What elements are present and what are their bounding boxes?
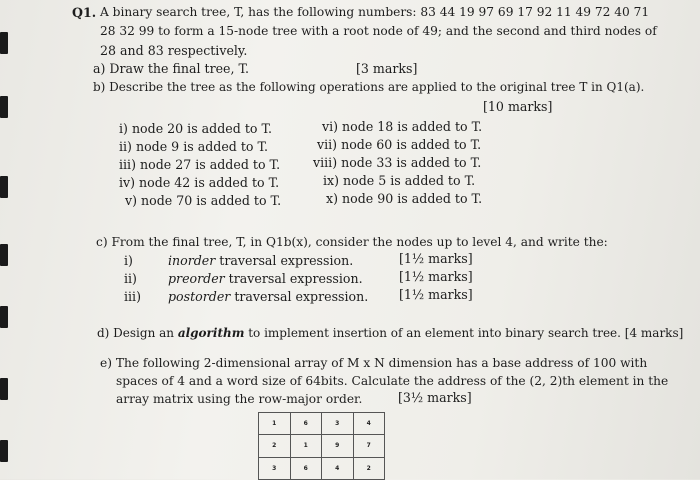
array-cell: 9	[322, 435, 354, 457]
part-e-line-2: spaces of 4 and a word size of 64bits. Calculate the address of the (2, 2)th element in the	[116, 374, 669, 388]
array-cell: 7	[354, 435, 386, 457]
part-c-item-1-marks: [1½ marks]	[399, 251, 473, 266]
array-cell: 1	[259, 413, 291, 435]
array-cell: 3	[322, 413, 354, 435]
part-b-marks: [10 marks]	[483, 99, 553, 114]
part-a-marks: [3 marks]	[356, 61, 418, 76]
array-matrix	[258, 412, 385, 480]
part-c-item-2-num: ii)	[124, 271, 137, 286]
op-left-5: v) node 70 is added to T.	[125, 193, 282, 208]
op-left-2: ii) node 9 is added to T.	[119, 139, 269, 154]
op-left-1: i) node 20 is added to T.	[119, 121, 273, 136]
array-cell: 1	[291, 435, 323, 457]
op-right-4: ix) node 5 is added to T.	[323, 173, 476, 188]
part-d-text: d) Design an algorithm to implement insertion of an element into binary search tree. [4 marks]	[97, 326, 684, 340]
part-c-item-2-marks: [1½ marks]	[399, 269, 473, 284]
op-right-2: vii) node 60 is added to T.	[317, 137, 482, 152]
part-b-text: b) Describe the tree as the following operations are applied to the original tree T in Q1(a).	[93, 80, 645, 94]
array-cell: 4	[354, 413, 386, 435]
part-a-text: a) Draw the final tree, T.	[93, 61, 250, 76]
binding-ring	[0, 96, 8, 118]
binding-ring	[0, 32, 8, 54]
array-cell: 6	[291, 413, 323, 435]
array-cell: 6	[291, 458, 323, 480]
part-e-line-1: e) The following 2-dimensional array of M x N dimension has a base address of 100 with	[100, 356, 648, 370]
part-c-item-3-num: iii)	[124, 289, 141, 304]
op-right-5: x) node 90 is added to T.	[326, 191, 483, 206]
binding-ring	[0, 244, 8, 266]
binding-ring	[0, 378, 8, 400]
array-cell: 3	[259, 458, 291, 480]
part-e-line-3: array matrix using the row-major order.	[116, 392, 363, 406]
binding-ring	[0, 440, 8, 462]
intro-line-3: 28 and 83 respectively.	[100, 43, 248, 58]
intro-line-1: A binary search tree, T, has the following numbers: 83 44 19 97 69 17 92 11 49 72 40 71	[100, 5, 650, 19]
binding-ring	[0, 306, 8, 328]
question-number: Q1.	[72, 5, 97, 20]
op-left-3: iii) node 27 is added to T.	[119, 157, 281, 172]
op-right-3: viii) node 33 is added to T.	[313, 155, 482, 170]
array-cell: 4	[322, 458, 354, 480]
op-left-4: iv) node 42 is added to T.	[119, 175, 280, 190]
part-c-item-3-marks: [1½ marks]	[399, 287, 473, 302]
op-right-1: vi) node 18 is added to T.	[322, 119, 483, 134]
intro-line-2: 28 32 99 to form a 15-node tree with a root node of 49; and the second and third nodes of	[100, 24, 657, 38]
part-c-item-1-num: i)	[124, 253, 133, 268]
binding-ring	[0, 176, 8, 198]
part-c-item-3: postorder traversal expression.	[168, 289, 369, 304]
part-e-marks: [3½ marks]	[398, 390, 472, 405]
part-c-text: c) From the final tree, T, in Q1b(x), consider the nodes up to level 4, and write the:	[96, 235, 608, 249]
array-cell: 2	[259, 435, 291, 457]
part-c-item-1: inorder traversal expression.	[168, 253, 354, 268]
part-c-item-2: preorder traversal expression.	[168, 271, 363, 286]
array-cell: 2	[354, 458, 386, 480]
